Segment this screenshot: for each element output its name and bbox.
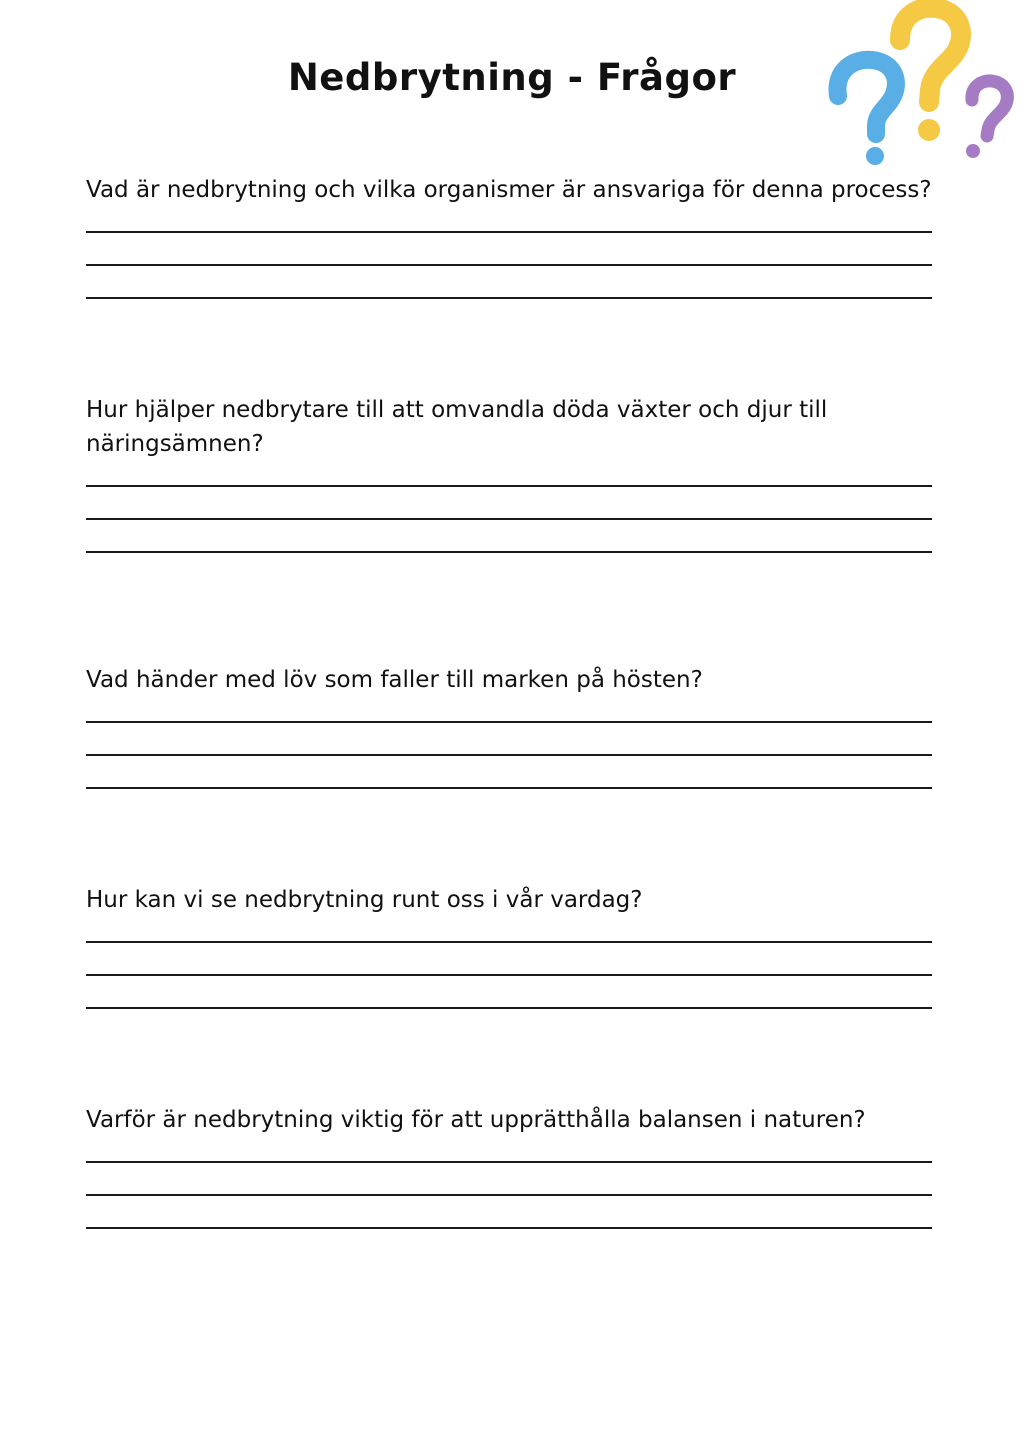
answer-line[interactable] bbox=[86, 787, 932, 789]
question-text: Hur kan vi se nedbrytning runt oss i vår vardag? bbox=[86, 887, 643, 913]
question-text: Vad händer med löv som faller till marken på hösten? bbox=[86, 667, 703, 693]
question-block-4 bbox=[86, 883, 934, 1009]
question-block-5 bbox=[86, 1103, 934, 1229]
page-title: Nedbrytning - Frågor bbox=[287, 56, 737, 99]
question-block-3 bbox=[86, 663, 934, 789]
question-block-2 bbox=[86, 393, 934, 553]
answer-line[interactable] bbox=[86, 1227, 932, 1229]
answer-line[interactable] bbox=[86, 518, 932, 520]
answer-line[interactable] bbox=[86, 485, 932, 487]
question-block-1 bbox=[86, 173, 934, 299]
answer-line[interactable] bbox=[86, 297, 932, 299]
answer-line[interactable] bbox=[86, 941, 932, 943]
answer-line[interactable] bbox=[86, 974, 932, 976]
question-text: Vad är nedbrytning och vilka organismer är ansvariga för denna process? bbox=[86, 177, 932, 203]
answer-line[interactable] bbox=[86, 1161, 932, 1163]
answer-line[interactable] bbox=[86, 1007, 932, 1009]
question-text: Varför är nedbrytning viktig för att upprätthålla balansen i naturen? bbox=[86, 1107, 866, 1133]
question-marks-icon bbox=[820, 0, 1024, 175]
answer-line[interactable] bbox=[86, 231, 932, 233]
answer-line[interactable] bbox=[86, 721, 932, 723]
answer-line[interactable] bbox=[86, 1194, 932, 1196]
answer-line[interactable] bbox=[86, 264, 932, 266]
answer-line[interactable] bbox=[86, 754, 932, 756]
question-text: Hur hjälper nedbrytare till att omvandla döda växter och djur till näringsämnen? bbox=[86, 397, 828, 457]
answer-line[interactable] bbox=[86, 551, 932, 553]
